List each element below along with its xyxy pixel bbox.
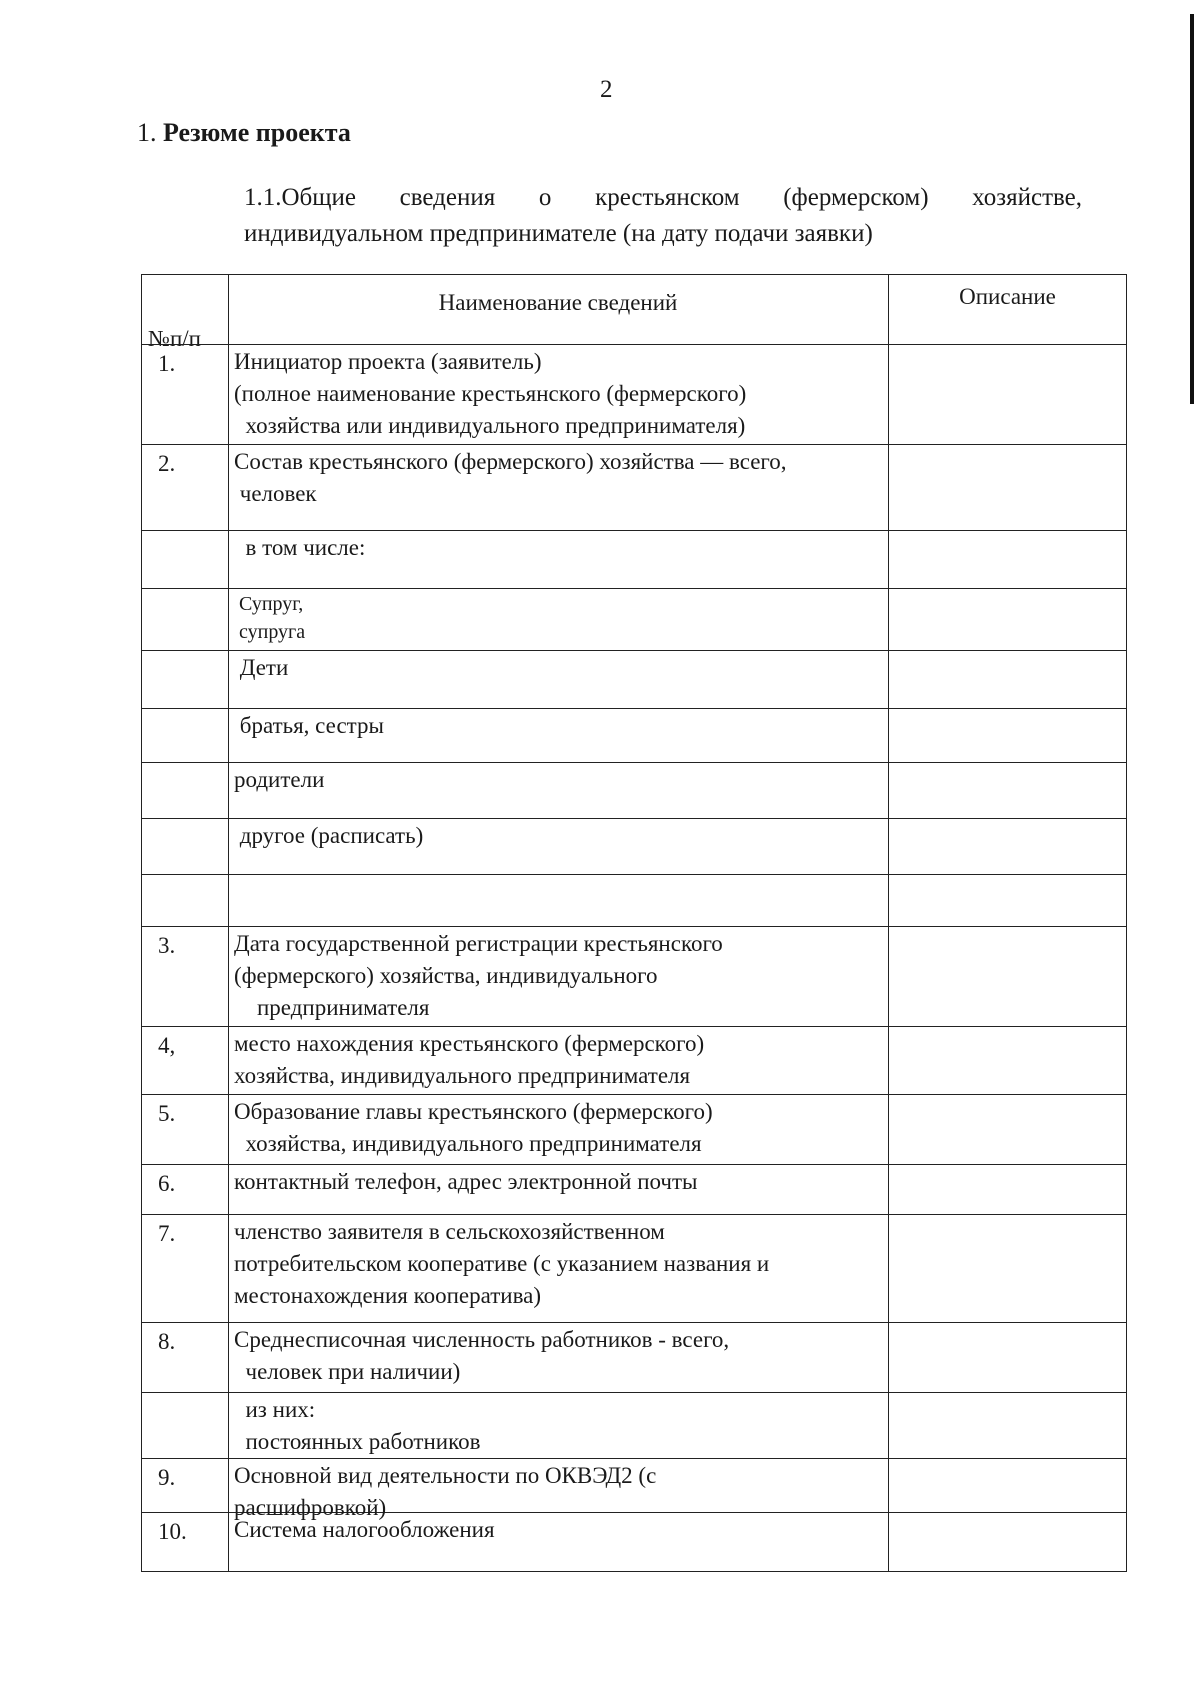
header-description: Описание (959, 284, 1056, 309)
subsection-title (244, 180, 1082, 252)
row-name-line: Дети (234, 655, 289, 680)
row-divider (141, 1164, 1127, 1165)
row-name (234, 532, 884, 564)
row-name-line: потребительском кооперативе (с указанием названия и (234, 1251, 770, 1276)
header-number: №п/п (148, 326, 201, 351)
subsection-line-1: 1.1.Общие сведения о крестьянском (фермерском) хозяйстве, (244, 184, 1082, 211)
row-name-line: хозяйства, индивидуального предпринимателя (234, 1063, 691, 1088)
page-number: 2 (600, 76, 613, 103)
row-name-line: (полное наименование крестьянского (фермерского) (234, 381, 747, 406)
row-name-line: хозяйства, индивидуального предпринимателя (234, 1131, 702, 1156)
row-name (234, 1324, 884, 1388)
row-divider (141, 708, 1127, 709)
row-name-line: расшифровкой) (234, 1495, 387, 1520)
row-name (234, 1514, 884, 1546)
row-name (234, 346, 884, 442)
row-name-line: Образование главы крестьянского (фермерского) (234, 1099, 713, 1124)
row-name (234, 820, 884, 852)
row-name-line: постоянных работников (234, 1429, 481, 1454)
subsection-line-2: индивидуальном предпринимателе (на дату подачи заявки) (244, 220, 873, 247)
row-name-line: контактный телефон, адрес электронной почты (234, 1169, 698, 1194)
row-number: 7. (158, 1221, 176, 1246)
row-name-line: из них: (234, 1397, 316, 1422)
row-name-line: человек (234, 481, 317, 506)
row-name (234, 590, 884, 646)
row-divider (141, 874, 1127, 875)
row-name (234, 764, 884, 796)
row-number: 6. (158, 1171, 176, 1196)
section-number: 1. (137, 118, 157, 147)
section-heading (137, 118, 351, 148)
row-number: 8. (158, 1329, 176, 1354)
row-number: 5. (158, 1101, 176, 1126)
row-name (234, 1166, 884, 1198)
row-divider (141, 1458, 1127, 1459)
row-divider (141, 530, 1127, 531)
row-name-line: Дата государственной регистрации крестьянского (234, 931, 723, 956)
row-name (234, 446, 884, 510)
row-number: 3. (158, 933, 176, 958)
row-name-line: родители (234, 767, 325, 792)
row-name (234, 928, 884, 1024)
section-title: Резюме проекта (163, 118, 351, 147)
row-name-line: место нахождения крестьянского (фермерского) (234, 1031, 705, 1056)
row-divider (141, 1094, 1127, 1095)
row-name-line: Супруг, (234, 593, 304, 615)
row-name-line: другое (расписать) (234, 823, 424, 848)
row-divider (141, 1026, 1127, 1027)
column-divider (228, 274, 229, 1572)
row-divider (141, 444, 1127, 445)
row-name-line: Инициатор проекта (заявитель) (234, 349, 542, 374)
row-divider (141, 1214, 1127, 1215)
row-number: 4, (158, 1033, 176, 1058)
row-number: 1. (158, 351, 176, 376)
row-name-line: супруга (234, 621, 306, 643)
row-number: 9. (158, 1465, 176, 1490)
row-divider (141, 926, 1127, 927)
row-name-line: человек при наличии) (234, 1359, 461, 1384)
row-name (234, 710, 884, 742)
row-name (234, 1394, 884, 1458)
row-divider (141, 818, 1127, 819)
row-name (234, 1096, 884, 1160)
row-name-line: Основной вид деятельности по ОКВЭД2 (с (234, 1463, 657, 1488)
scan-edge-mark (1190, 14, 1194, 404)
row-divider (141, 344, 1127, 345)
row-name (234, 652, 884, 684)
row-name-line: членство заявителя в сельскохозяйственном (234, 1219, 665, 1244)
row-name-line: братья, сестры (234, 713, 384, 738)
row-name-line: Среднесписочная численность работников - всего, (234, 1327, 730, 1352)
row-divider (141, 650, 1127, 651)
row-name-line: (фермерского) хозяйства, индивидуального (234, 963, 658, 988)
row-name-line: Система налогообложения (234, 1517, 495, 1542)
column-divider (888, 274, 889, 1572)
row-name (234, 1216, 884, 1312)
row-divider (141, 588, 1127, 589)
row-divider (141, 1392, 1127, 1393)
row-name-line: местонахождения кооператива) (234, 1283, 542, 1308)
row-name-line: хозяйства или индивидуального предпринимателя) (234, 413, 746, 438)
header-name: Наименование сведений (438, 290, 678, 315)
row-divider (141, 762, 1127, 763)
row-name-line: Состав крестьянского (фермерского) хозяйства — всего, (234, 449, 787, 474)
row-name-line: в том числе: (234, 535, 366, 560)
row-name (234, 1028, 884, 1092)
row-number: 2. (158, 451, 176, 476)
row-number: 10. (158, 1519, 187, 1544)
row-name-line: предпринимателя (234, 995, 430, 1020)
row-divider (141, 1322, 1127, 1323)
